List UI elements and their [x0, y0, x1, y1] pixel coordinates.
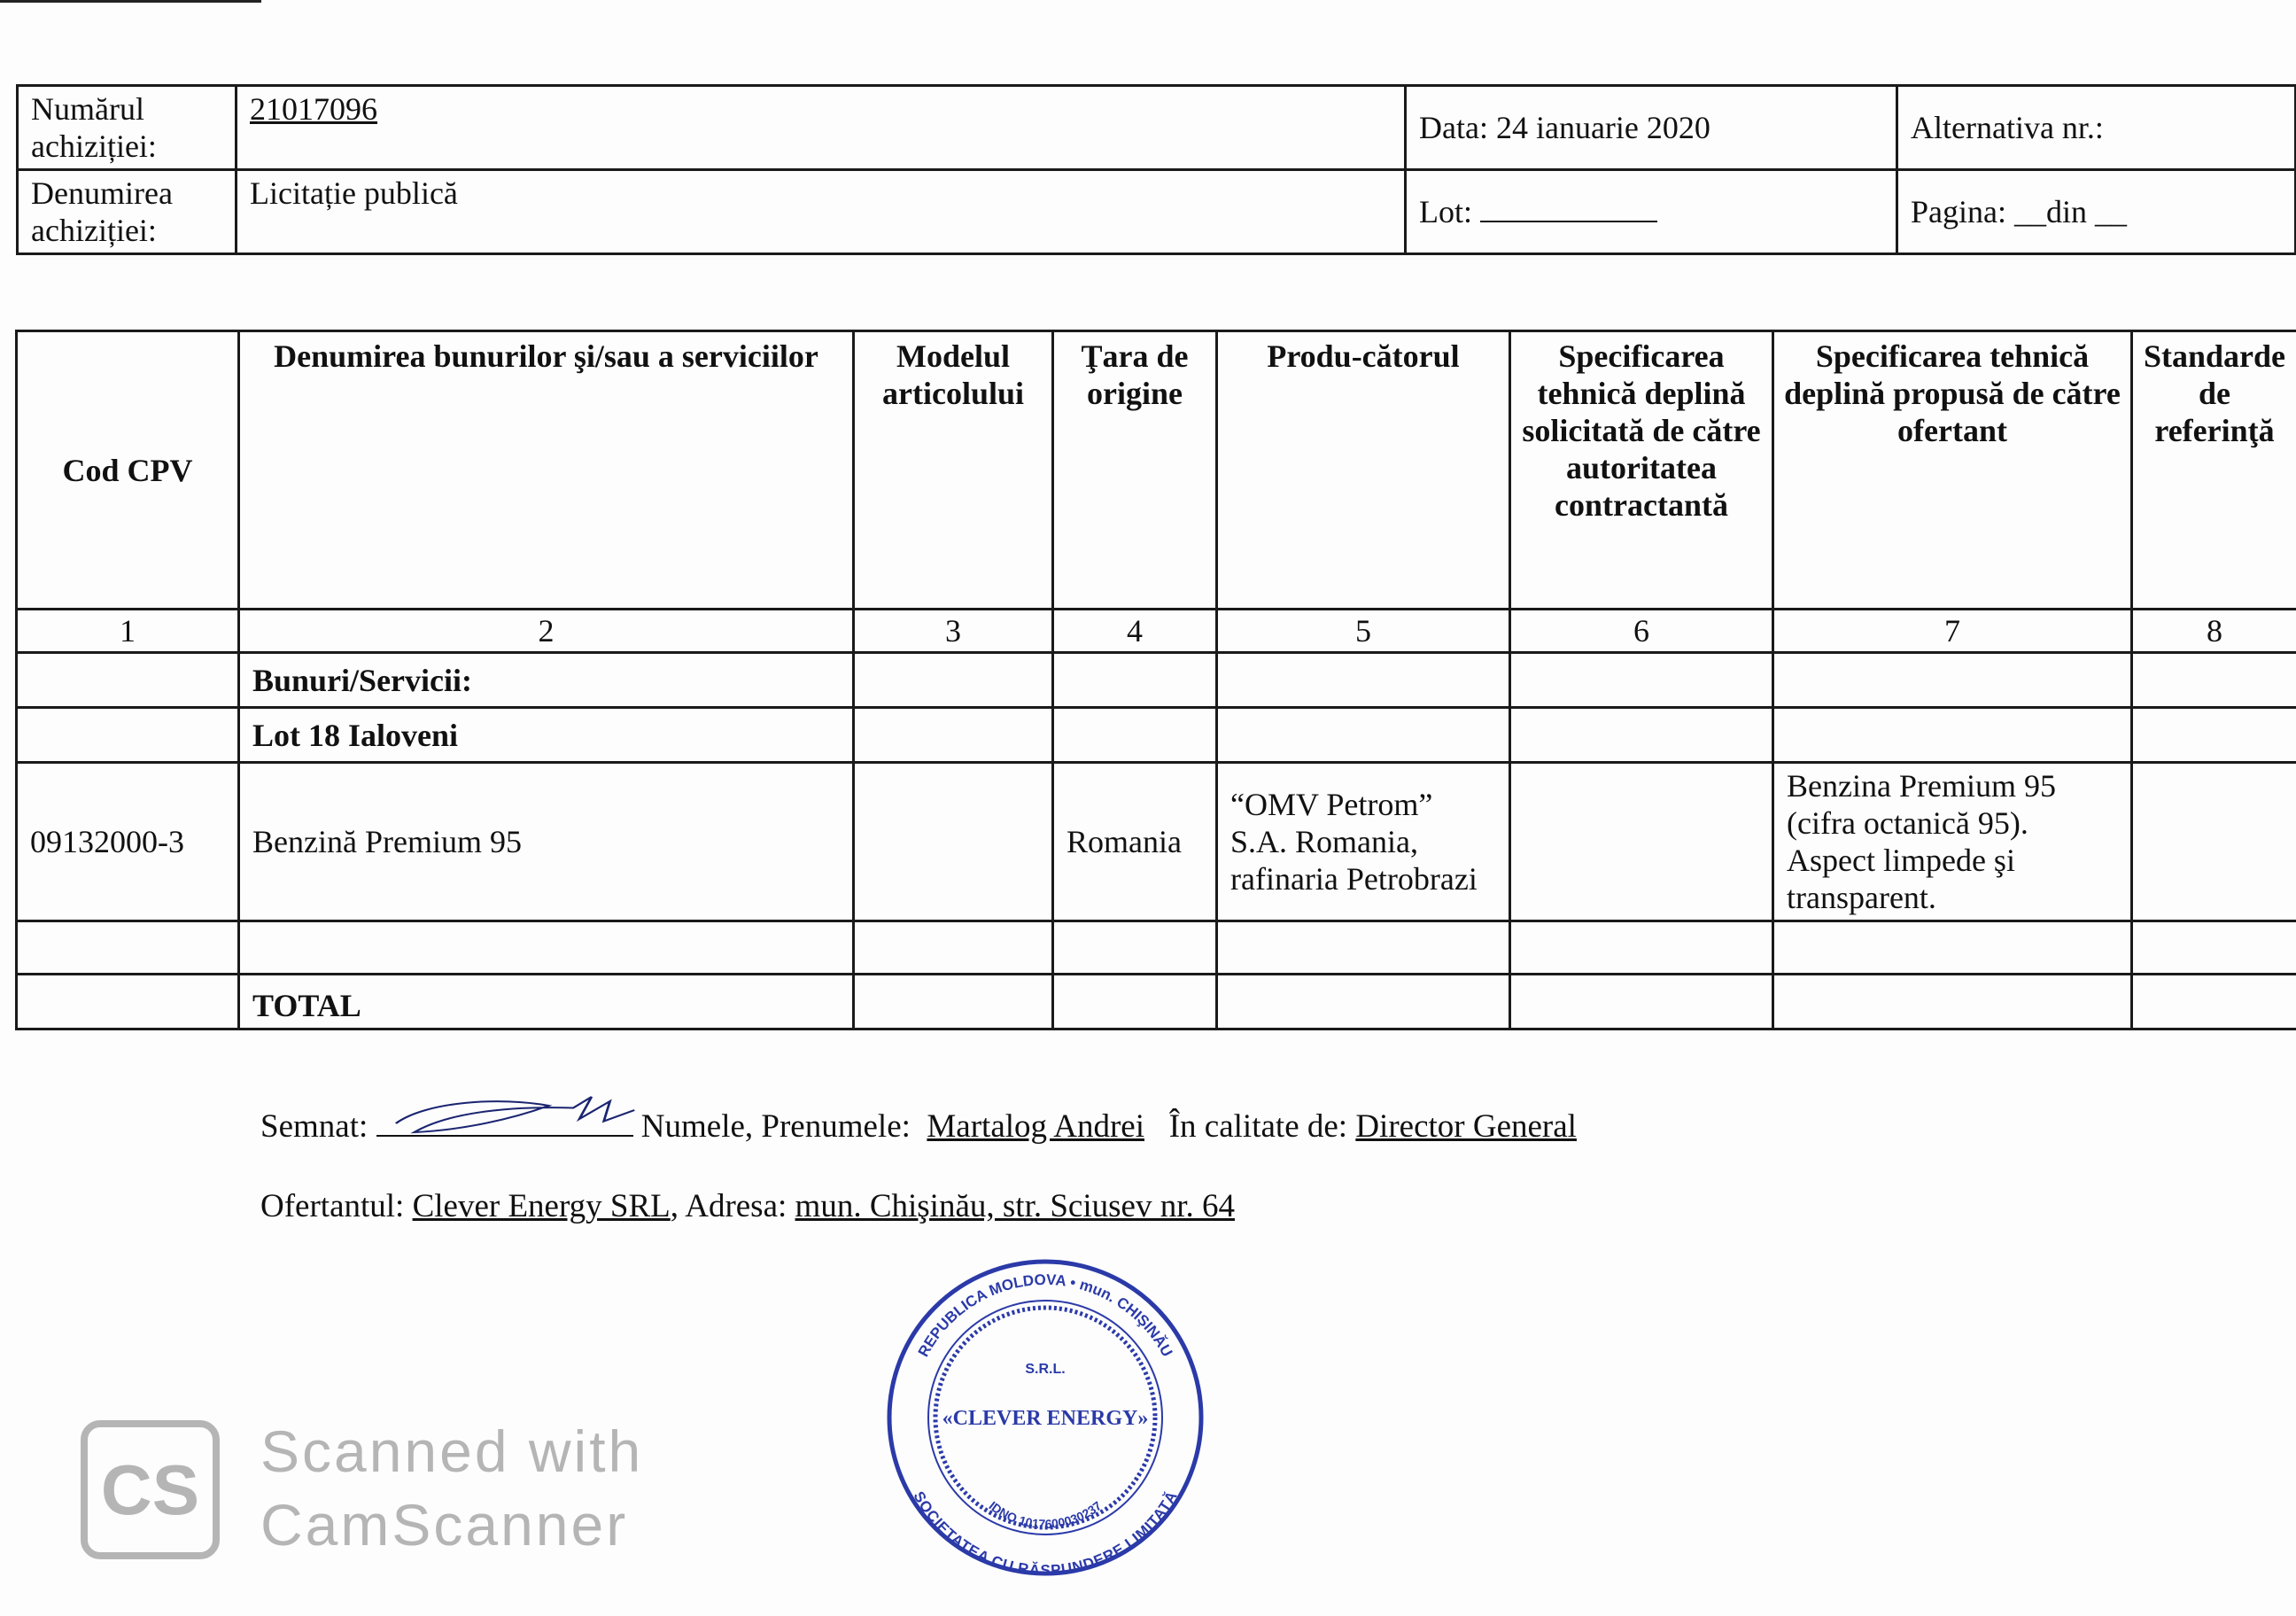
item-spec-offered: Benzina Premium 95 (cifra octanică 95). Aspect limpede şi transparent. [1773, 763, 2132, 921]
col-header-origin: Ţara de origine [1053, 331, 1217, 610]
company-stamp [886, 1258, 1205, 1577]
col-header-producer: Produ-cătorul [1217, 331, 1510, 610]
stamp-srl: S.R.L. [1025, 1362, 1066, 1377]
stamp-top-text: REPUBLICA MOLDOVA • mun. CHIŞINĂU [914, 1270, 1176, 1360]
bidder-name: Clever Energy SRL [412, 1188, 671, 1224]
svg-text:REPUBLICA MOLDOVA • mun. CHIŞI [915, 1271, 1176, 1360]
item-model [854, 763, 1053, 921]
item-producer: “OMV Petrom” S.A. Romania, rafinaria Petrobrazi [1217, 763, 1510, 921]
procurement-number-label: Numărul achiziției: [18, 86, 237, 170]
bidder-line: Ofertantul: Clever Energy SRL, Adresa: mun. Chişinău, str. Sciusev nr. 64 [260, 1188, 1235, 1224]
watermark-line2: CamScanner [260, 1492, 629, 1558]
col-number: 3 [854, 610, 1053, 653]
col-number: 6 [1510, 610, 1773, 653]
stamp-bottom-text: SOCIETATEA CU RĂSPUNDERE LIMITATĂ [910, 1488, 1181, 1577]
name-label: Numele, Prenumele: [640, 1108, 911, 1145]
empty-row [17, 921, 2296, 975]
col-header-name: Denumirea bunurilor şi/sau a serviciilor [239, 331, 854, 610]
signed-label: Semnat: [260, 1108, 368, 1145]
handwritten-signature [390, 1088, 647, 1141]
col-header-standards: Standarde de referinţă [2132, 331, 2296, 610]
lot-label: Lot 18 Ialoveni [239, 708, 854, 763]
page-field: Pagina: __din __ [1897, 170, 2296, 254]
column-numbers-row [17, 610, 2296, 653]
col-header-model: Modelul articolului [854, 331, 1053, 610]
col-number: 4 [1053, 610, 1217, 653]
item-spec-required [1510, 763, 1773, 921]
address-label: Adresa: [685, 1188, 787, 1224]
col-header-spec-offered: Specificarea tehnică deplină propusă de către ofertant [1773, 331, 2132, 610]
item-standards [2132, 763, 2296, 921]
svg-text:SOCIETATEA CU RĂSPUNDERE LIMIT [910, 1488, 1180, 1577]
total-row [17, 975, 2296, 1029]
col-number: 2 [239, 610, 854, 653]
goods-table [15, 330, 2296, 1030]
bidder-address: mun. Chişinău, str. Sciusev nr. 64 [795, 1188, 1235, 1224]
col-number: 8 [2132, 610, 2296, 653]
col-number: 7 [1773, 610, 2132, 653]
total-label: TOTAL [239, 975, 854, 1029]
procurement-number: 21017096 [250, 91, 377, 127]
cpv-code: 09132000-3 [17, 763, 239, 921]
alternative-number: Alternativa nr.: [1897, 86, 2296, 170]
lot-row [17, 708, 2296, 763]
date: Data: 24 ianuarie 2020 [1406, 86, 1897, 170]
col-header-spec-required: Specificarea tehnică deplină solicitată de către autoritatea contractantă [1510, 331, 1773, 610]
signer-role: Director General [1355, 1108, 1577, 1145]
watermark-line1: Scanned with [260, 1418, 644, 1484]
stamp-center: «CLEVER ENERGY» [942, 1407, 1149, 1430]
procurement-name-label: Denumirea achiziției: [18, 170, 237, 254]
procurement-name: Licitație publică [237, 170, 1406, 254]
col-number: 5 [1217, 610, 1510, 653]
section-label: Bunuri/Servicii: [239, 653, 854, 708]
col-header-cpv: Cod CPV [17, 331, 239, 610]
procurement-header-table [16, 84, 2296, 255]
item-name: Benzină Premium 95 [239, 763, 854, 921]
item-origin: Romania [1053, 763, 1217, 921]
table-row [17, 763, 2296, 921]
col-number: 1 [17, 610, 239, 653]
lot-field: Lot: [1406, 170, 1897, 254]
role-label: În calitate de: [1168, 1108, 1348, 1145]
bidder-label: Ofertantul: [260, 1188, 405, 1224]
camscanner-logo: CS [81, 1420, 220, 1559]
signer-name: Martalog Andrei [927, 1108, 1144, 1145]
stamp-idno: IDNO 1017600030237 [986, 1498, 1105, 1532]
top-rule [0, 0, 261, 3]
section-row [17, 653, 2296, 708]
